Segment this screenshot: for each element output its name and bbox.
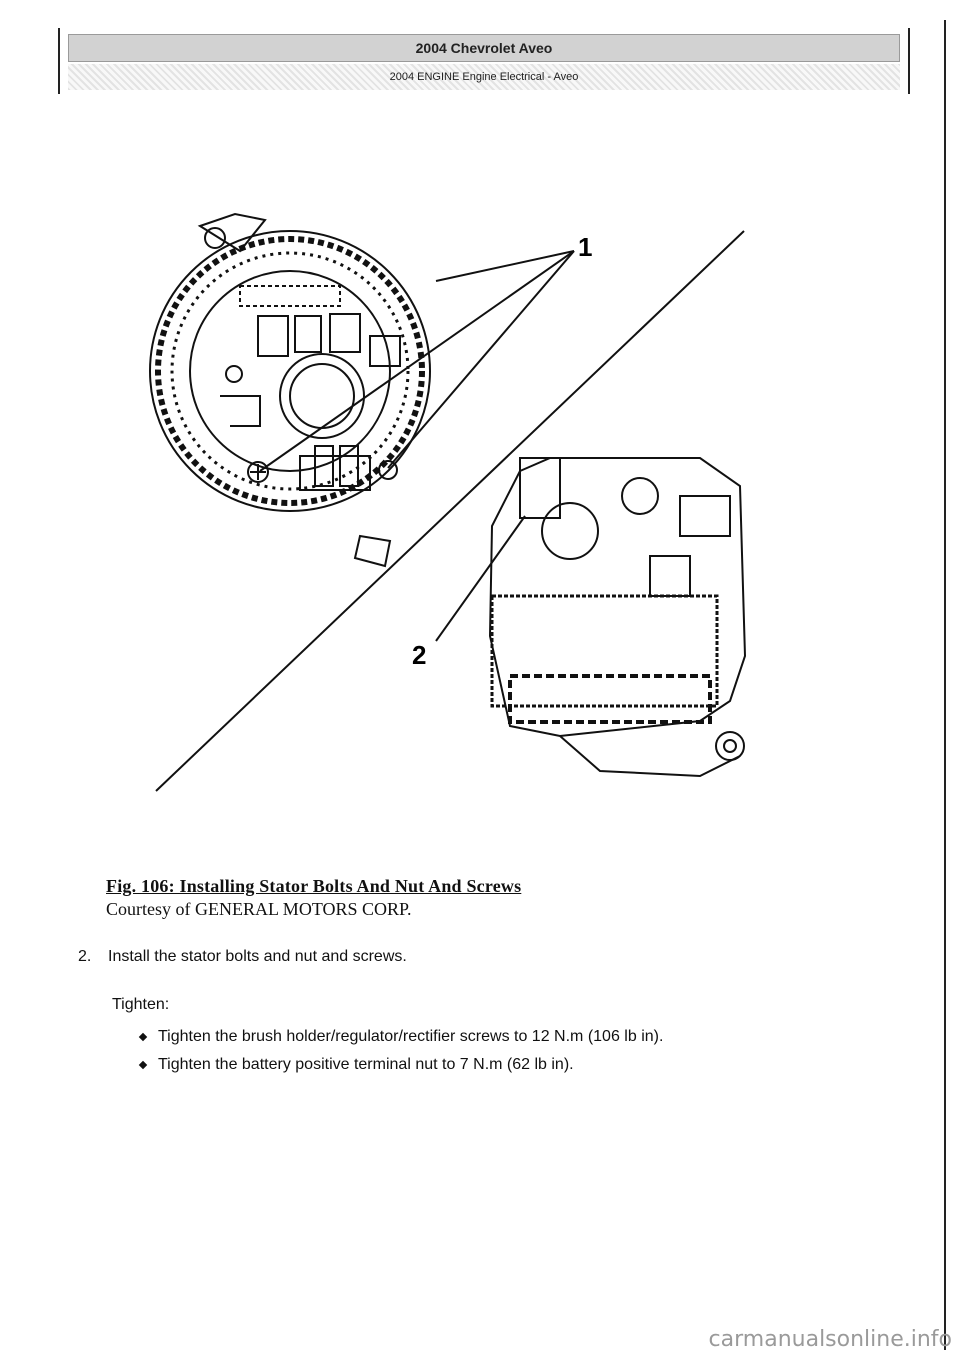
figure-caption — [106, 876, 521, 920]
page-border — [944, 20, 946, 1350]
alternator-rear-view — [150, 214, 430, 566]
step-text: Install the stator bolts and nut and screws. — [108, 948, 407, 965]
procedure-step — [78, 948, 407, 966]
tighten-label: Tighten: — [112, 996, 170, 1013]
step-number: 2. — [78, 948, 92, 965]
document-title: 2004 Chevrolet Aveo — [68, 34, 900, 62]
tighten-list — [138, 1028, 663, 1084]
page-header — [58, 28, 910, 94]
caption-title: Fig. 106: Installing Stator Bolts And Nut And Screws — [106, 876, 522, 896]
callout-1-label: 1 — [578, 232, 593, 262]
list-item: Tighten the brush holder/regulator/rectifier screws to 12 N.m (106 lb in). — [138, 1028, 663, 1046]
callout-2-label: 2 — [412, 640, 427, 670]
caption-credit: Courtesy of GENERAL MOTORS CORP. — [106, 899, 412, 919]
watermark: carmanualsonline.info — [708, 1327, 952, 1352]
alternator-side-view — [490, 458, 745, 776]
alternator-illustration — [140, 196, 780, 796]
list-item: Tighten the battery positive terminal nut to 7 N.m (62 lb in). — [138, 1056, 663, 1074]
document-subtitle: 2004 ENGINE Engine Electrical - Aveo — [68, 64, 900, 90]
